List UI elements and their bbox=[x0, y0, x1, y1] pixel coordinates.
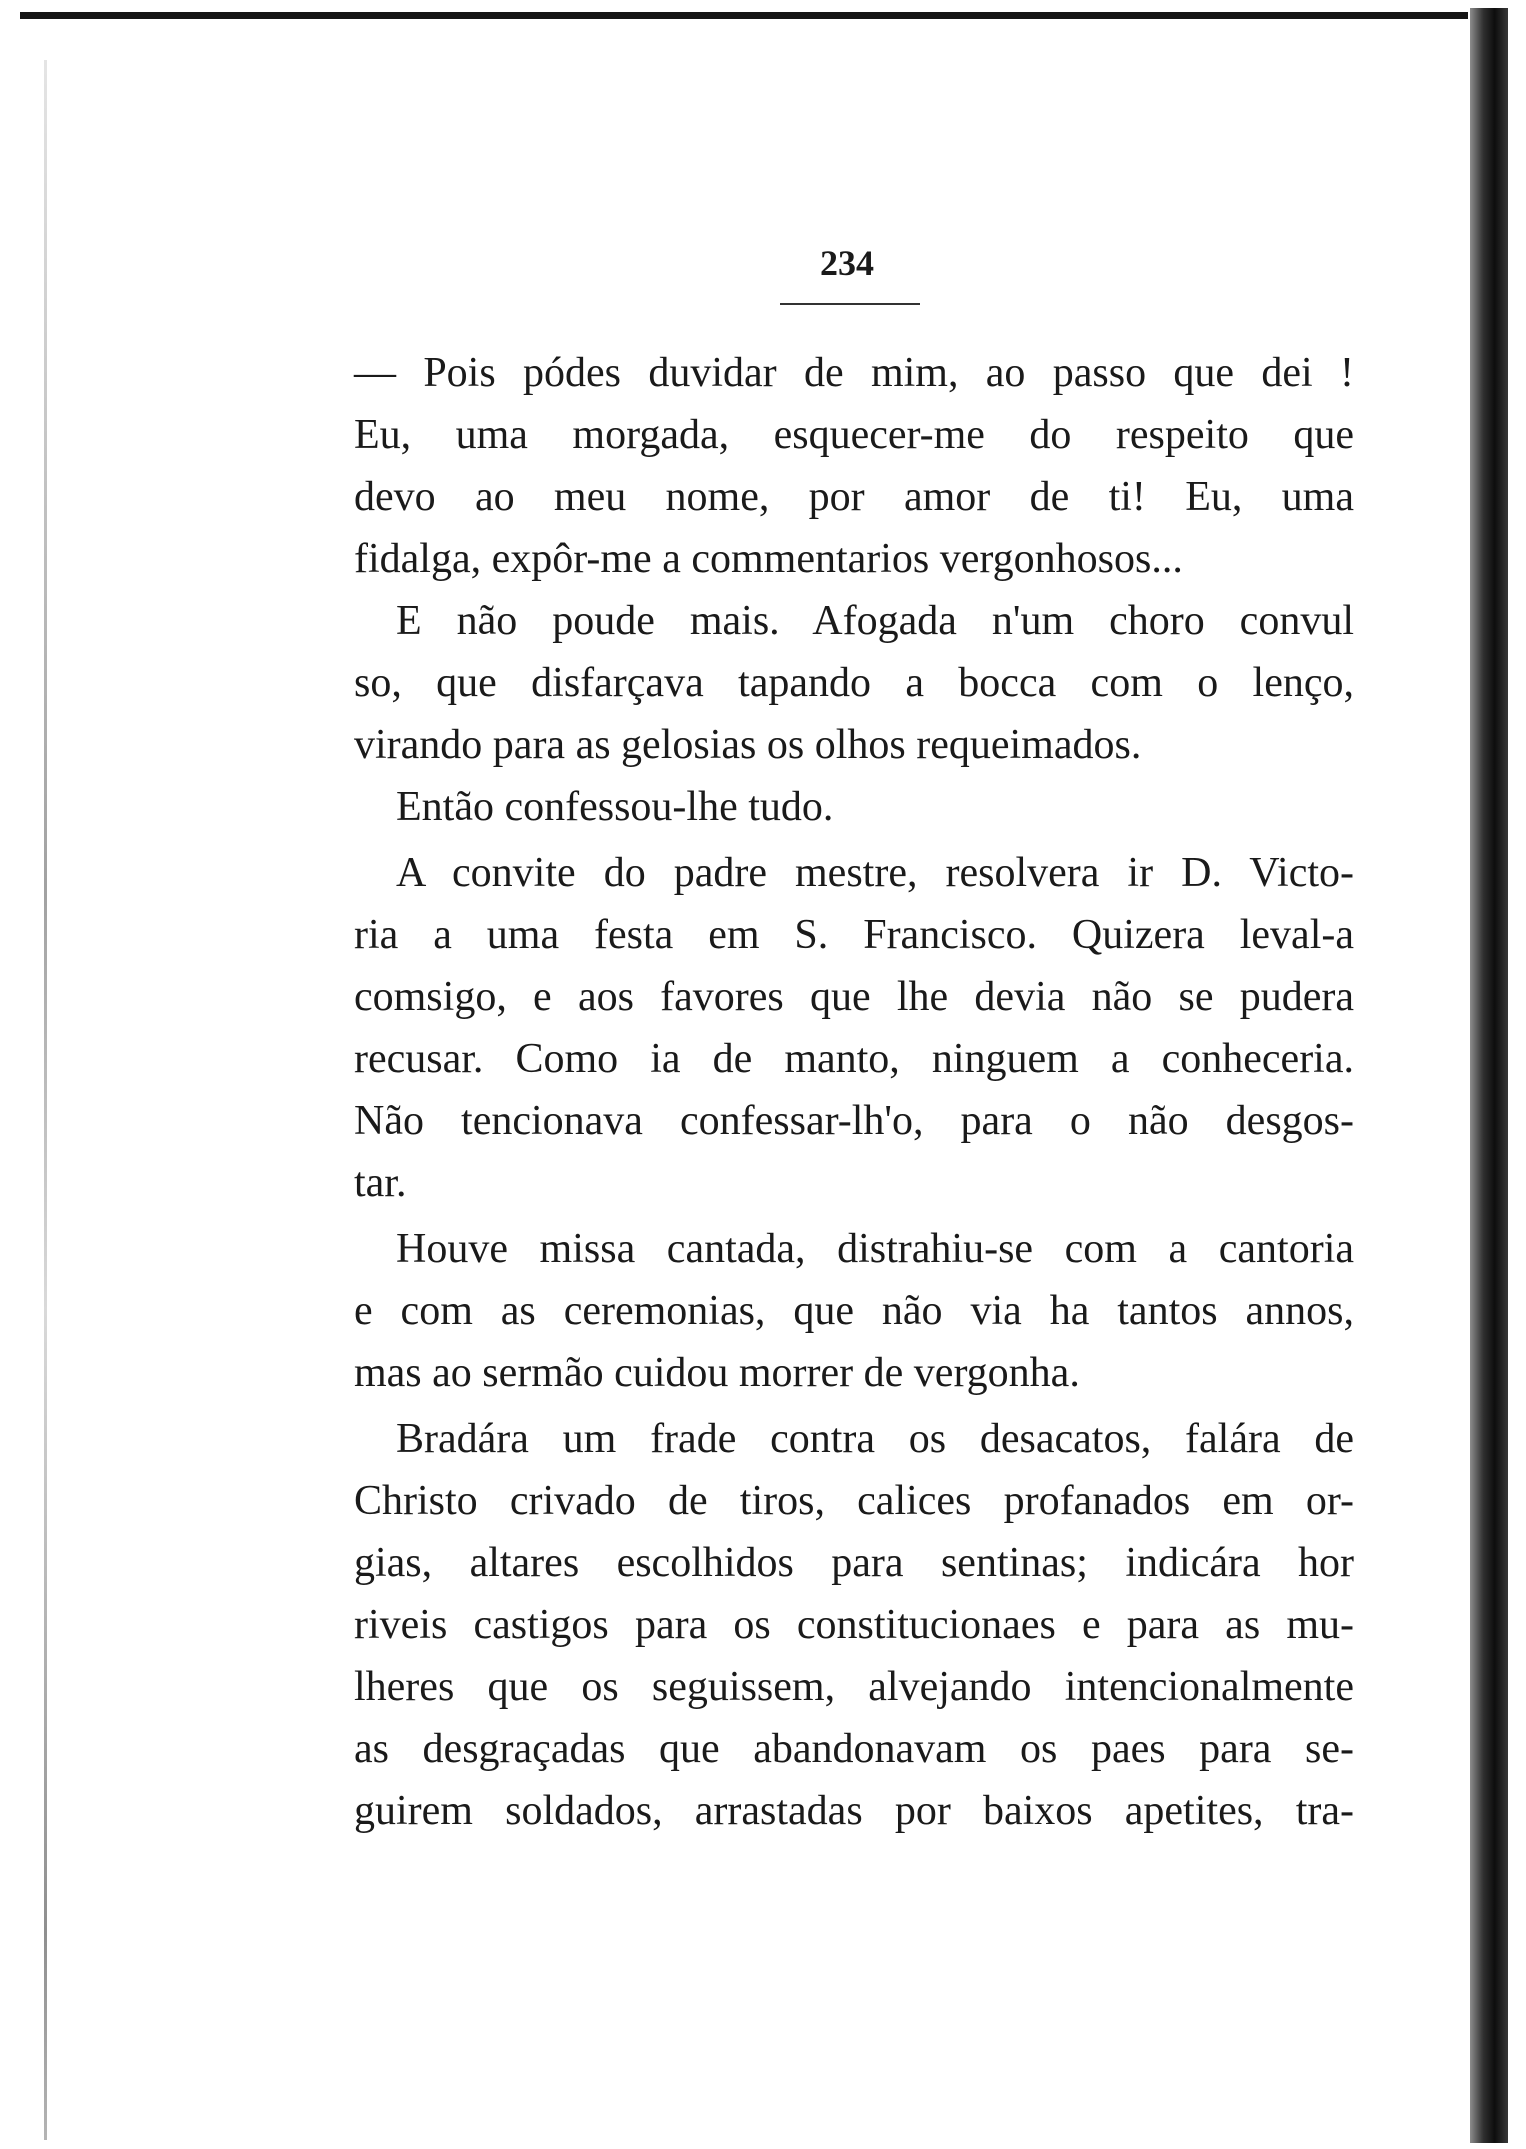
text-line: Houve missa cantada, distrahiu-se com a cantoria bbox=[396, 1226, 1354, 1272]
text-line: e com as ceremonias, que não via ha tantos annos, bbox=[354, 1288, 1354, 1334]
paragraph bbox=[354, 590, 1354, 776]
paragraph bbox=[354, 842, 1354, 1214]
text-line: so, que disfarçava tapando a bocca com o lenço, bbox=[354, 660, 1354, 706]
paragraph bbox=[354, 776, 1354, 838]
paragraph bbox=[354, 1408, 1354, 1842]
page-number: 234 bbox=[820, 243, 874, 283]
text-line: riveis castigos para os constitucionaes e para as mu- bbox=[354, 1602, 1354, 1648]
text-line: guirem soldados, arrastadas por baixos apetites, tra- bbox=[354, 1788, 1354, 1834]
text-line: Não tencionava confessar-lh'o, para o não desgos- bbox=[354, 1098, 1354, 1144]
text-line: recusar. Como ia de manto, ninguem a conheceria. bbox=[354, 1036, 1354, 1082]
text-line: comsigo, e aos favores que lhe devia não se pudera bbox=[354, 974, 1354, 1020]
page-left-edge bbox=[44, 60, 47, 2140]
text-line: tar. bbox=[354, 1160, 407, 1206]
text-line: as desgraçadas que abandonavam os paes para se- bbox=[354, 1726, 1354, 1772]
text-line: virando para as gelosias os olhos requeimados. bbox=[354, 722, 1142, 768]
text-line: Então confessou-lhe tudo. bbox=[396, 784, 834, 830]
text-line: devo ao meu nome, por amor de ti! Eu, uma bbox=[354, 474, 1354, 520]
text-line: gias, altares escolhidos para sentinas; indicára hor bbox=[354, 1540, 1354, 1586]
text-line: fidalga, expôr-me a commentarios vergonhosos... bbox=[354, 536, 1183, 582]
text-line: — Pois pódes duvidar de mim, ao passo que dei ! bbox=[354, 350, 1354, 396]
body-text bbox=[354, 342, 1354, 1842]
text-line: A convite do padre mestre, resolvera ir D. Victo- bbox=[396, 850, 1354, 896]
paragraph bbox=[354, 342, 1354, 590]
text-line: E não poude mais. Afogada n'um choro convul bbox=[396, 598, 1354, 644]
text-line: ria a uma festa em S. Francisco. Quizera leval-a bbox=[354, 912, 1354, 958]
text-line: Eu, uma morgada, esquecer-me do respeito que bbox=[354, 412, 1354, 458]
page-number-rule bbox=[780, 303, 920, 305]
top-edge-rule bbox=[20, 12, 1468, 19]
text-line: mas ao sermão cuidou morrer de vergonha. bbox=[354, 1350, 1080, 1396]
text-line: Christo crivado de tiros, calices profanados em or- bbox=[354, 1478, 1354, 1524]
text-line: Bradára um frade contra os desacatos, falára de bbox=[396, 1416, 1354, 1462]
paragraph bbox=[354, 1218, 1354, 1404]
text-line: lheres que os seguissem, alvejando intencionalmente bbox=[354, 1664, 1354, 1710]
page-binding-edge bbox=[1470, 8, 1508, 2143]
